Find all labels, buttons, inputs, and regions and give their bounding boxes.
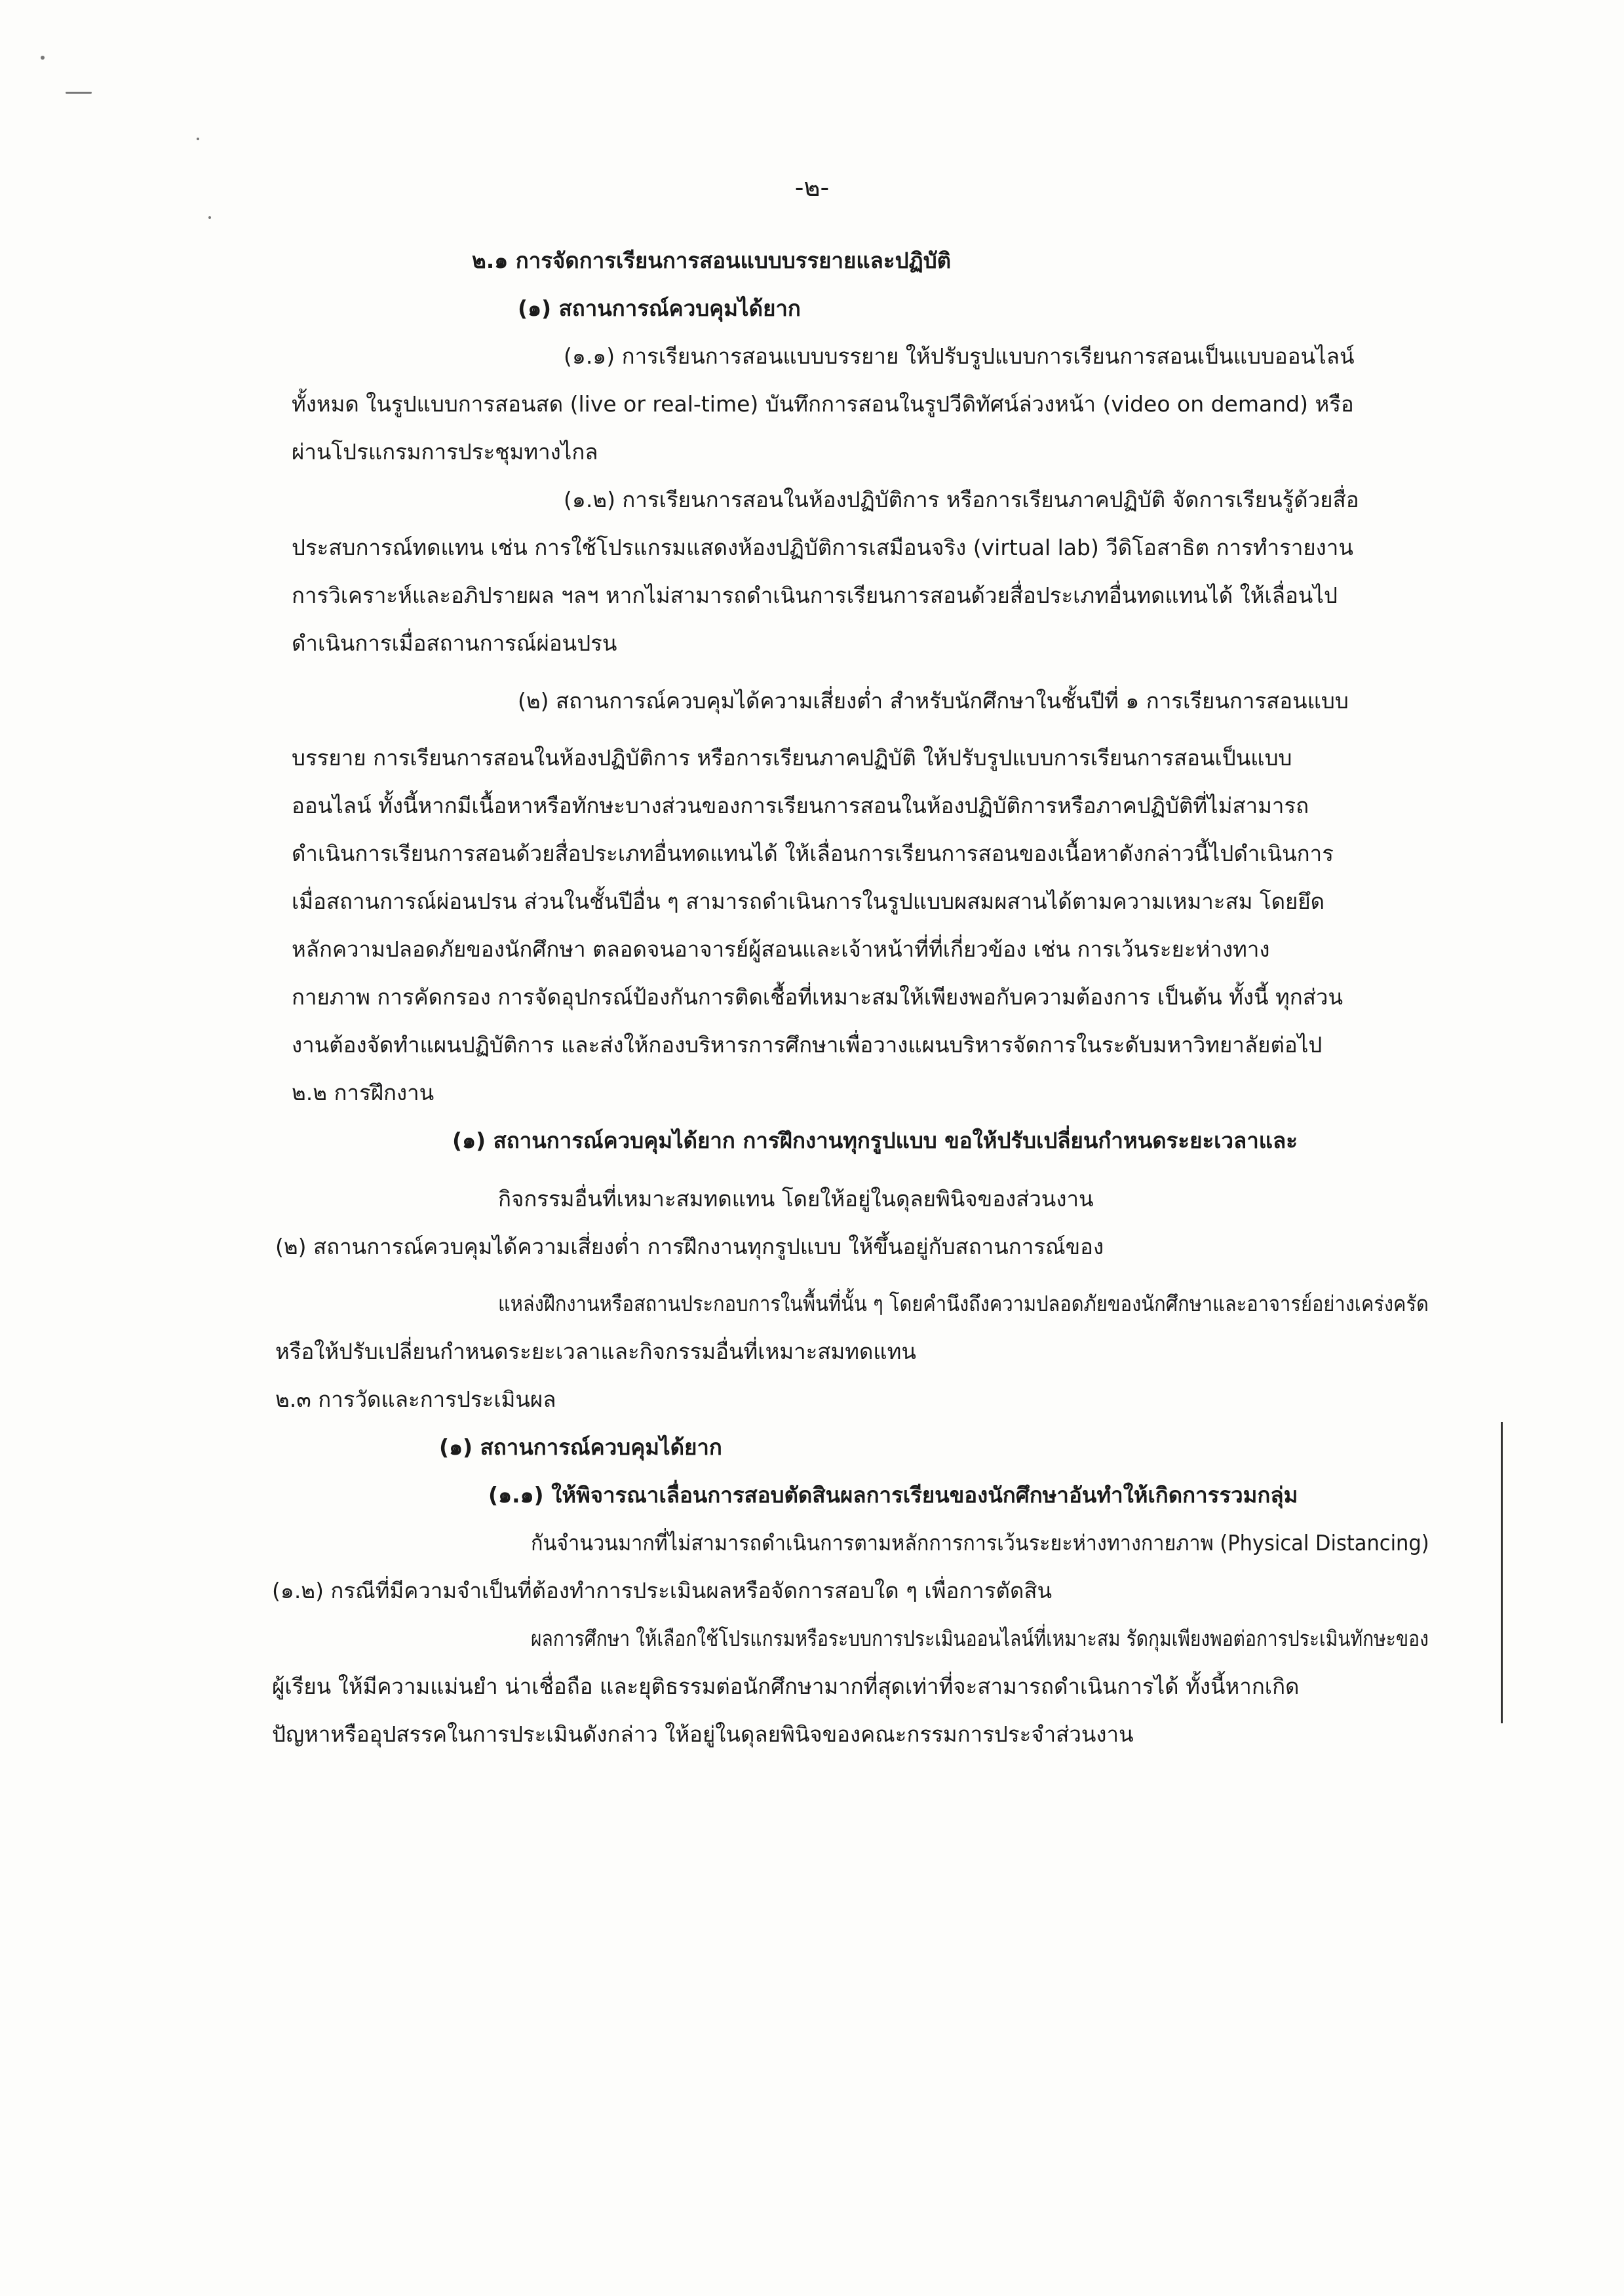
paragraph-line: ผลการศึกษา ให้เลือกใช้โปรแกรมหรือระบบการประเมินออนไลน์ที่เหมาะสม รัดกุมเพียงพอต่อการประเมินทักษะของ xyxy=(531,1626,1429,1651)
section-heading-2-1: ๒.๑ การจัดการเรียนการสอนแบบบรรยายและปฏิบัติ xyxy=(472,248,952,273)
paragraph-line: (๒) สถานการณ์ควบคุมได้ความเสี่ยงต่ำ การฝึกงานทุกรูปแบบ ให้ขึ้นอยู่กับสถานการณ์ของ xyxy=(275,1234,1104,1259)
paragraph-line: การวิเคราะห์และอภิปรายผล ฯลฯ หากไม่สามารถดำเนินการเรียนการสอนด้วยสื่อประเภทอื่นทดแทนได้ ให้เลื่อนไป xyxy=(292,583,1338,608)
scan-speck xyxy=(197,138,199,140)
page-number: -๒- xyxy=(794,173,830,202)
paragraph-line: ทั้งหมด ในรูปแบบการสอนสด (live or real-time) บันทึกการสอนในรูปวีดิทัศน์ล่วงหน้า (video on demand) หรือ xyxy=(292,391,1354,417)
scan-speck xyxy=(66,92,92,94)
subsection-heading: (๑.๑) ให้พิจารณาเลื่อนการสอบตัดสินผลการเรียนของนักศึกษาอันทำให้เกิดการรวมกลุ่ม xyxy=(488,1482,1298,1508)
paragraph-line: ผ่านโปรแกรมการประชุมทางไกล xyxy=(292,439,598,465)
section-heading-2-3: (๑) สถานการณ์ควบคุมได้ยาก xyxy=(439,1434,722,1460)
scan-edge-mark xyxy=(1501,1422,1503,1723)
subsection-heading: (๑) สถานการณ์ควบคุมได้ยาก xyxy=(518,296,801,321)
paragraph-line: หลักความปลอดภัยของนักศึกษา ตลอดจนอาจารย์ผู้สอนและเจ้าหน้าที่ที่เกี่ยวข้อง เช่น การเว้นระยะห่างทาง xyxy=(292,936,1270,962)
paragraph-line: (๑.๑) การเรียนการสอนแบบบรรยาย ให้ปรับรูปแบบการเรียนการสอนเป็นแบบออนไลน์ xyxy=(564,343,1355,369)
scan-speck xyxy=(208,216,211,219)
paragraph-line: (๑.๒) กรณีที่มีความจำเป็นที่ต้องทำการประเมินผลหรือจัดการสอบใด ๆ เพื่อการตัดสิน xyxy=(272,1578,1053,1603)
paragraph-line: (๒) สถานการณ์ควบคุมได้ความเสี่ยงต่ำ สำหรับนักศึกษาในชั้นปีที่ ๑ การเรียนการสอนแบบ xyxy=(518,688,1349,714)
paragraph-line: ดำเนินการเรียนการสอนด้วยสื่อประเภทอื่นทดแทนได้ ให้เลื่อนการเรียนการสอนของเนื้อหาดังกล่าวนี้ไปดำเนินการ xyxy=(292,841,1334,866)
paragraph-line: ประสบการณ์ทดแทน เช่น การใช้โปรแกรมแสดงห้องปฏิบัติการเสมือนจริง (virtual lab) วีดิโอสาธิต การทำรายงาน xyxy=(292,535,1353,560)
paragraph-line: ๒.๓ การวัดและการประเมินผล xyxy=(275,1387,556,1412)
paragraph-line: หรือให้ปรับเปลี่ยนกำหนดระยะเวลาและกิจกรรมอื่นที่เหมาะสมทดแทน xyxy=(275,1339,916,1364)
paragraph-line: (๑.๒) การเรียนการสอนในห้องปฏิบัติการ หรือการเรียนภาคปฏิบัติ จัดการเรียนรู้ด้วยสื่อ xyxy=(564,487,1359,512)
paragraph-line: แหล่งฝึกงานหรือสถานประกอบการในพื้นที่นั้น ๆ โดยคำนึงถึงความปลอดภัยของนักศึกษาและอาจารย์อย่างเคร่งครัด xyxy=(498,1291,1429,1316)
paragraph-line: ๒.๒ การฝึกงาน xyxy=(292,1080,435,1105)
paragraph-line: เมื่อสถานการณ์ผ่อนปรน ส่วนในชั้นปีอื่น ๆ สามารถดำเนินการในรูปแบบผสมผสานได้ตามความเหมาะสม โดยยึด xyxy=(292,889,1325,914)
paragraph-line: ปัญหาหรืออุปสรรคในการประเมินดังกล่าว ให้อยู่ในดุลยพินิจของคณะกรรมการประจำส่วนงาน xyxy=(272,1721,1134,1747)
paragraph-line: ผู้เรียน ให้มีความแม่นยำ น่าเชื่อถือ และยุติธรรมต่อนักศึกษามากที่สุดเท่าที่จะสามารถดำเนินการได้ ทั้งนี้หากเกิด xyxy=(272,1674,1300,1699)
paragraph-line: ออนไลน์ ทั้งนี้หากมีเนื้อหาหรือทักษะบางส่วนของการเรียนการสอนในห้องปฏิบัติการหรือภาคปฏิบัติที่ไม่สามารถ xyxy=(292,793,1309,818)
section-heading-2-2: (๑) สถานการณ์ควบคุมได้ยาก การฝึกงานทุกรูปแบบ ขอให้ปรับเปลี่ยนกำหนดระยะเวลาและ xyxy=(452,1128,1298,1153)
scan-speck xyxy=(41,56,45,60)
paragraph-line: กายภาพ การคัดกรอง การจัดอุปกรณ์ป้องกันการติดเชื้อที่เหมาะสมให้เพียงพอกับความต้องการ เป็นต้น ทั้งนี้ ทุกส่วน xyxy=(292,984,1343,1010)
paragraph-line: บรรยาย การเรียนการสอนในห้องปฏิบัติการ หรือการเรียนภาคปฏิบัติ ให้ปรับรูปแบบการเรียนการสอนเป็นแบบ xyxy=(292,745,1292,771)
paragraph-line: ดำเนินการเมื่อสถานการณ์ผ่อนปรน xyxy=(292,630,617,656)
paragraph-line: กิจกรรมอื่นที่เหมาะสมทดแทน โดยให้อยู่ในดุลยพินิจของส่วนงาน xyxy=(498,1186,1094,1212)
paragraph-line: งานต้องจัดทำแผนปฏิบัติการ และส่งให้กองบริหารการศึกษาเพื่อวางแผนบริหารจัดการในระดับมหาวิทยาลัยต่อไป xyxy=(292,1032,1323,1058)
paragraph-line: กันจำนวนมากที่ไม่สามารถดำเนินการตามหลักการการเว้นระยะห่างทางกายภาพ (Physical Distancing) xyxy=(531,1530,1429,1556)
